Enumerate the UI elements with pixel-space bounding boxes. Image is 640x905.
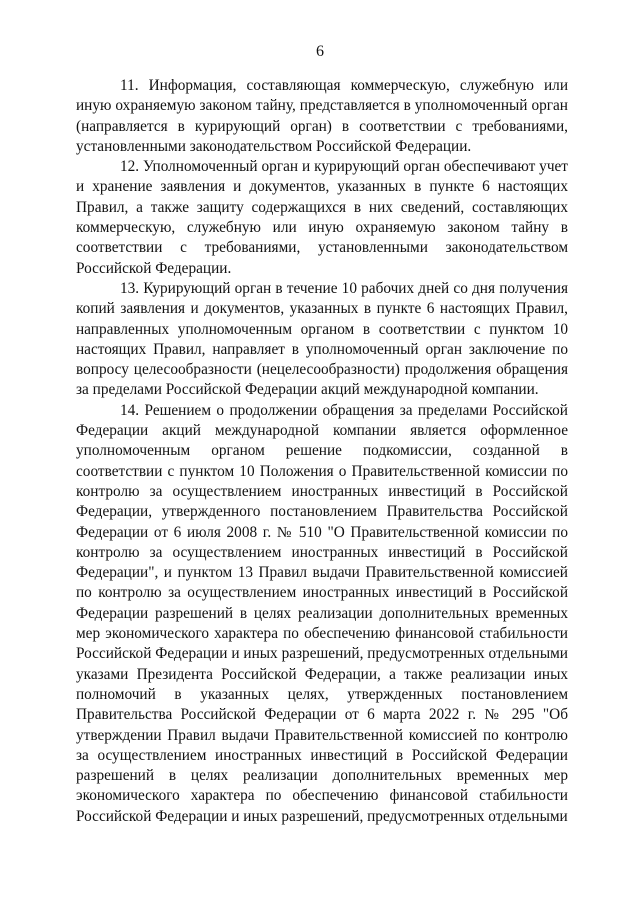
page-number: 6	[316, 43, 324, 60]
paragraph-11: 11. Информация, составляющая коммерческую, служебную или иную охраняемую законом тайну, представляется в уполномоченный орган (направляется в курирующий орган) в соответствии с требованиями, установленными законодательством Российской Федерации.	[76, 77, 568, 155]
paragraph-13: 13. Курирующий орган в течение 10 рабочих дней со дня получения копий заявления и документов, указанных в пункте 6 настоящих Правил, направленных уполномоченным органом в соответствии с пунктом 10 настоящих Правил, направляет в уполномоченный орган заключение по вопросу целесообразности (нецелесообразности) продолжения обращения за пределами Российской Федерации акций международной компании.	[76, 279, 568, 399]
paragraph-12: 12. Уполномоченный орган и курирующий орган обеспечивают учет и хранение заявления и документов, указанных в пункте 6 настоящих Правил, а также защиту содержащихся в них сведений, составляющих коммерческую, служебную или иную охраняемую законом тайну в соответствии с требованиями, установленными законодательством Российской Федерации.	[76, 158, 568, 277]
document-body	[76, 76, 568, 827]
paragraph-14: 14. Решением о продолжении обращения за пределами Российской Федерации акций международной компании является оформленное уполномоченным органом решение подкомиссии, созданной в соответствии с пунктом 10 Положения о Правительственной комиссии по контролю за осуществлением иностранных инвестиций в Российской Федерации, утвержденного постановлением Правительства Российской Федерации от 6 июля 2008 г. № 510 "О Правительственной комиссии по контролю за осуществлением иностранных инвестиций в Российской Федерации", и пунктом 13 Правил выдачи Правительственной комиссией по контролю за осуществлением иностранных инвестиций в Российской Федерации разрешений в целях реализации дополнительных временных мер экономического характера по обеспечению финансовой стабильности Российской Федерации и иных разрешений, предусмотренных отдельными указами Президента Российской Федерации, а также реализации иных полномочий в указанных целях, утвержденных постановлением Правительства Российской Федерации от 6 марта 2022 г. № 295 "Об утверждении Правил выдачи Правительственной комиссией по контролю за осуществлением иностранных инвестиций в Российской Федерации разрешений в целях реализации дополнительных временных мер экономического характера по обеспечению финансовой стабильности Российской Федерации и иных разрешений, предусмотренных отдельными	[76, 401, 568, 825]
